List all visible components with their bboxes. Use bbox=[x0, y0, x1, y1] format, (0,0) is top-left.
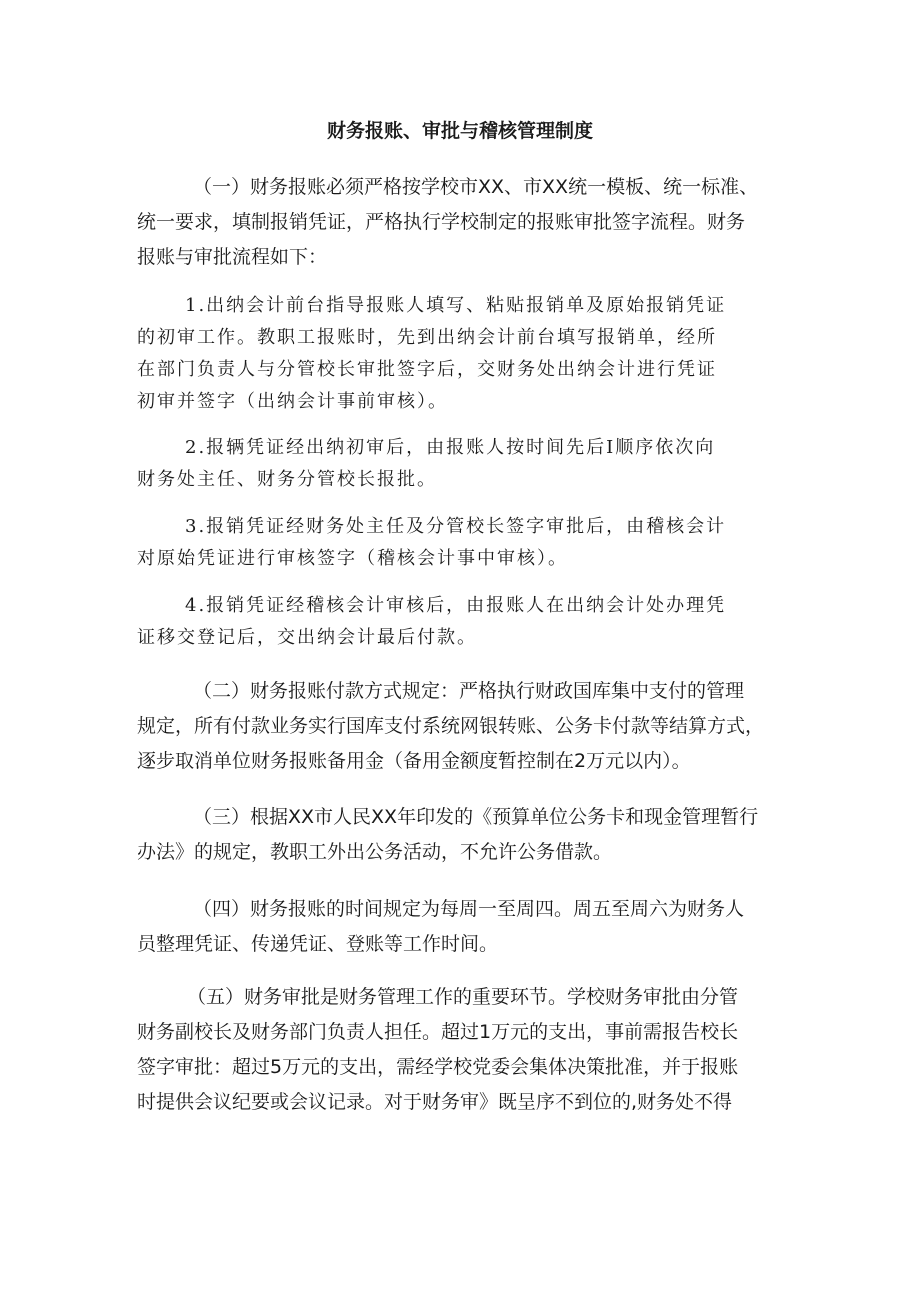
text-line: 逐步取消单位财务报账备用金（备用金额度暂控制在2万元以内）。 bbox=[137, 750, 691, 772]
paragraph-step-2 bbox=[137, 432, 777, 496]
text-line: 财务处主任、财务分管校长报批。 bbox=[137, 469, 437, 490]
text-line: 初审并签字（出纳会计事前审核）。 bbox=[137, 391, 448, 412]
text-line: 2.报辆凭证经出纳初审后，由报账人按时间先后I顺序依次向 bbox=[185, 437, 716, 458]
document-title: 财务报账、审批与稽核管理制度 bbox=[326, 120, 593, 142]
text-line: 的初审工作。教职工报账时，先到出纳会计前台填写报销单，经所 bbox=[137, 327, 717, 348]
paragraph-step-3 bbox=[137, 511, 777, 575]
paragraph-section-1 bbox=[137, 170, 777, 275]
text-line: 证移交登记后，交出纳会计最后付款。 bbox=[137, 627, 477, 648]
text-line: 4.报销凭证经稽核会计审核后，由报账人在出纳会计处办理凭 bbox=[185, 595, 727, 616]
text-line: 时提供会议纪要或会议记录。对于财务审》既呈序不到位的,财务处不得 bbox=[137, 1091, 733, 1113]
text-line: （三）根据XX市人民XX年印发的《预算单位公务卡和现金管理暂行 bbox=[193, 806, 759, 828]
text-line: （二）财务报账付款方式规定：严格执行财政国库集中支付的管理 bbox=[193, 680, 745, 702]
text-line: 报账与审批流程如下： bbox=[137, 246, 328, 268]
paragraph-section-5 bbox=[137, 980, 777, 1120]
text-line: 统一要求，填制报销凭证，严格执行学校制定的报账审批签字流程。财务 bbox=[137, 211, 746, 233]
paragraph-section-4 bbox=[137, 892, 777, 962]
text-line: 员整理凭证、传递凭证、登账等工作时间。 bbox=[137, 933, 499, 955]
text-line: 签字审批：超过5万元的支出，需经学校党委会集体决策批准，并于报账 bbox=[137, 1056, 739, 1078]
paragraph-step-4 bbox=[137, 590, 777, 654]
text-line: （五）财务审批是财务管理工作的重要环节。学校财务审批由分管 bbox=[187, 986, 739, 1008]
text-line: 对原始凭证进行审核签字（稽核会计事中审核）。 bbox=[137, 548, 568, 569]
paragraph-section-2 bbox=[137, 674, 777, 779]
text-line: 3.报销凭证经财务处主任及分管校长签字审批后，由稽核会计 bbox=[185, 516, 727, 537]
text-line: 财务副校长及财务部门负责人担任。超过1万元的支出，事前需报告校长 bbox=[137, 1021, 739, 1043]
text-line: 办法》的规定，教职工外出公务活动，不允许公务借款。 bbox=[137, 841, 613, 863]
text-line: （四）财务报账的时间规定为每周一至周四。周五至周六为财务人 bbox=[193, 898, 745, 920]
paragraph-step-1 bbox=[137, 290, 777, 418]
text-line: （一）财务报账必须严格按学校市XX、市XX统一模板、统一标准、 bbox=[193, 176, 759, 198]
text-line: 在部门负责人与分管校长审批签字后，交财务处出纳会计进行凭证 bbox=[137, 359, 717, 380]
paragraph-section-3 bbox=[137, 800, 777, 870]
text-line: 规定，所有付款业务实行国库支付系统网银转账、公务卡付款等结算方式， bbox=[137, 715, 765, 737]
text-line: 1.出纳会计前台指导报账人填写、粘贴报销单及原始报销凭证 bbox=[185, 295, 727, 316]
